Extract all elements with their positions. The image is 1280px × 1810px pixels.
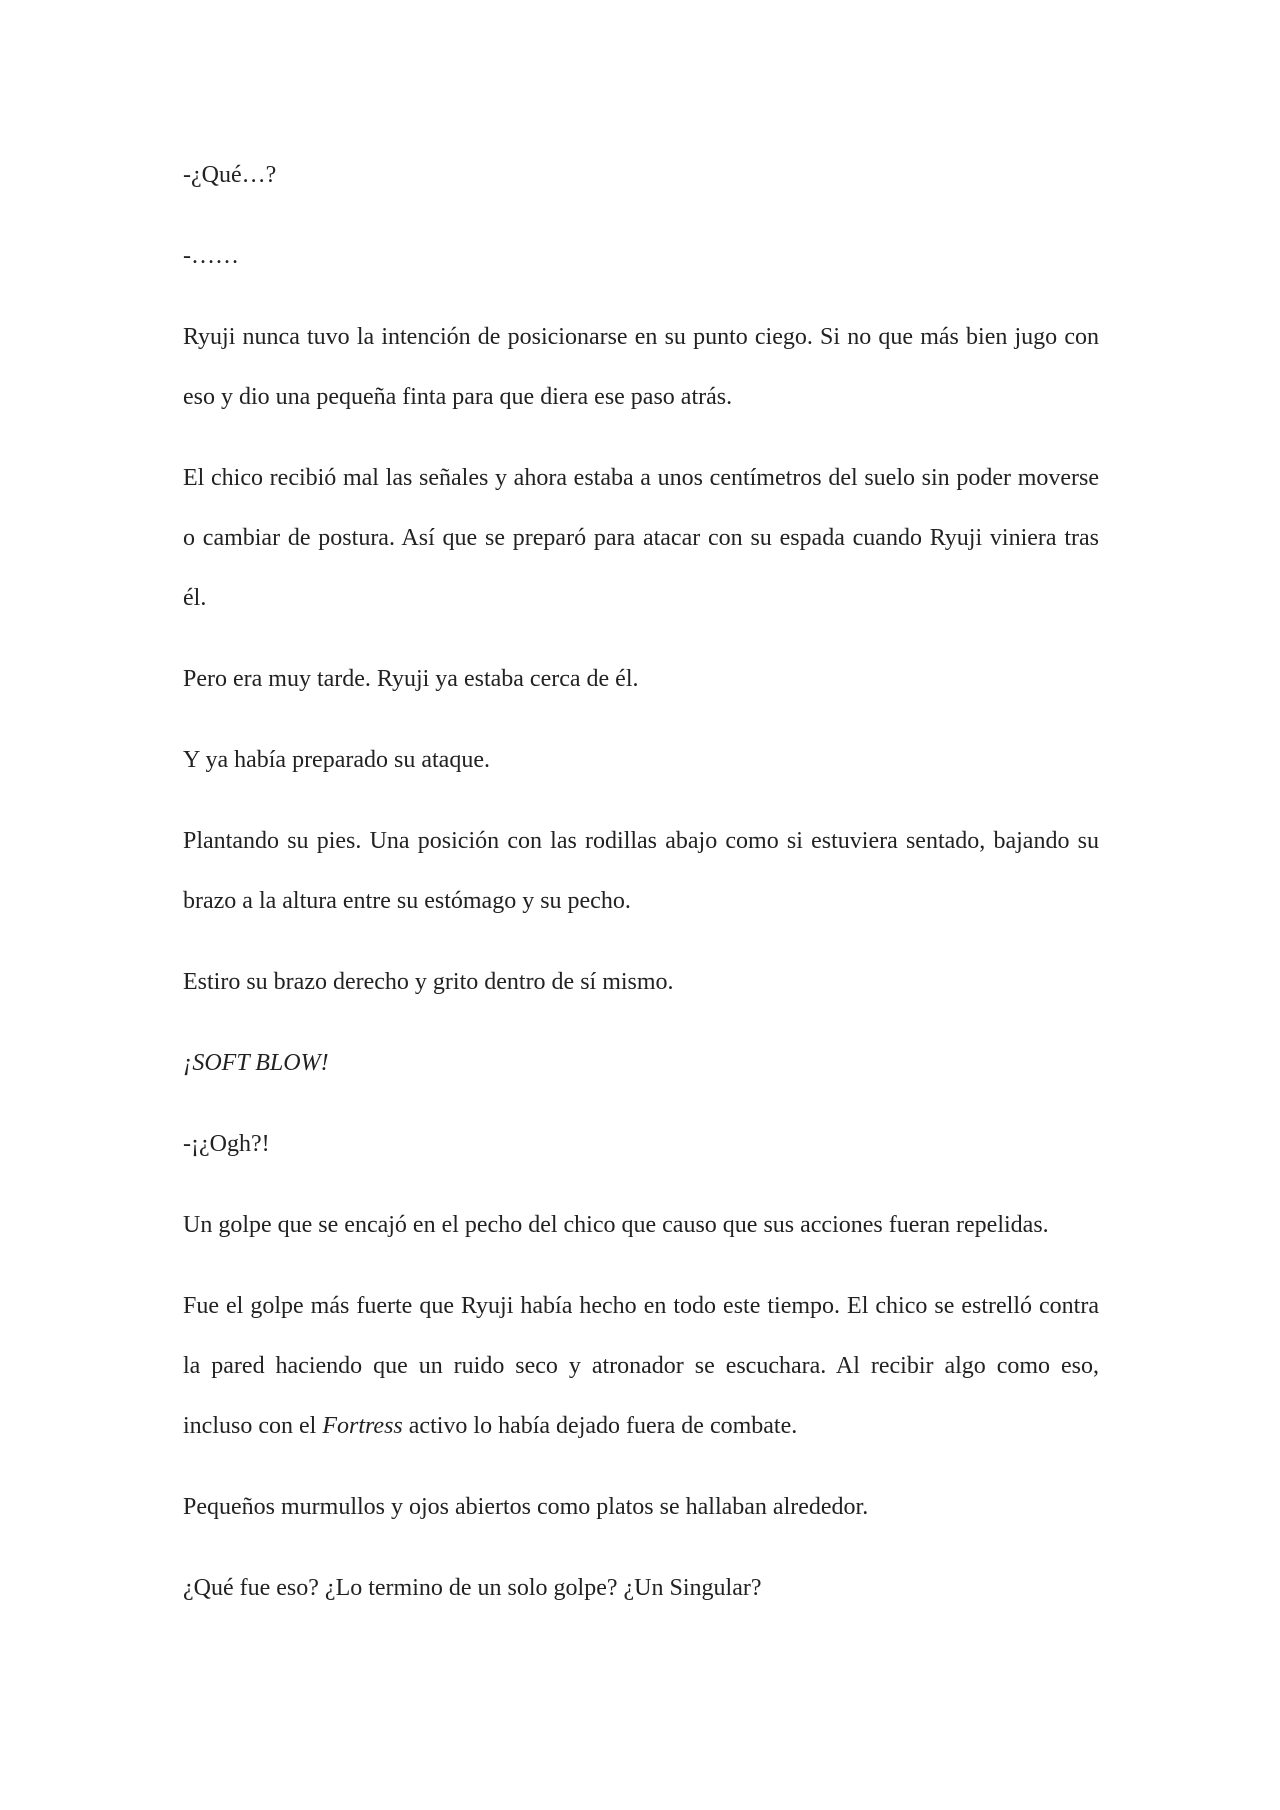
paragraph: Y ya había preparado su ataque. bbox=[183, 747, 490, 773]
paragraph-text-before: Fue el golpe más fuerte que Ryuji había hecho en todo este tiempo. El chico se estrelló contra la pared haciendo que un ruido seco y atronador se escuchara. Al recibir algo como eso, incluso con el bbox=[183, 1293, 1099, 1439]
paragraph-mixed bbox=[183, 1276, 1099, 1456]
paragraph: ¿Qué fue eso? ¿Lo termino de un solo golpe? ¿Un Singular? bbox=[183, 1575, 762, 1601]
paragraph: Pero era muy tarde. Ryuji ya estaba cerca de él. bbox=[183, 666, 639, 692]
fortress-term: Fortress bbox=[322, 1413, 403, 1439]
document-body bbox=[183, 145, 1099, 1639]
paragraph: El chico recibió mal las señales y ahora estaba a unos centímetros del suelo sin poder moverse o cambiar de postura. Así que se preparó para atacar con su espada cuando Ryuji viniera tras él. bbox=[183, 465, 1099, 611]
paragraph: Un golpe que se encajó en el pecho del chico que causo que sus acciones fueran repelidas. bbox=[183, 1212, 1049, 1238]
paragraph-dialogue: -¡¿Ogh?! bbox=[183, 1131, 270, 1157]
paragraph-italic-shout: ¡SOFT BLOW! bbox=[183, 1050, 329, 1076]
paragraph-dialogue: -¿Qué…? bbox=[183, 162, 277, 188]
paragraph-dialogue: -…… bbox=[183, 243, 239, 269]
paragraph: Ryuji nunca tuvo la intención de posicionarse en su punto ciego. Si no que más bien jugo con eso y dio una pequeña finta para que diera ese paso atrás. bbox=[183, 324, 1099, 410]
paragraph: Estiro su brazo derecho y grito dentro de sí mismo. bbox=[183, 969, 674, 995]
paragraph: Pequeños murmullos y ojos abiertos como platos se hallaban alrededor. bbox=[183, 1494, 869, 1520]
paragraph: Plantando su pies. Una posición con las rodillas abajo como si estuviera sentado, bajando su brazo a la altura entre su estómago y su pecho. bbox=[183, 828, 1099, 914]
paragraph-text-after: activo lo había dejado fuera de combate. bbox=[402, 1413, 798, 1439]
